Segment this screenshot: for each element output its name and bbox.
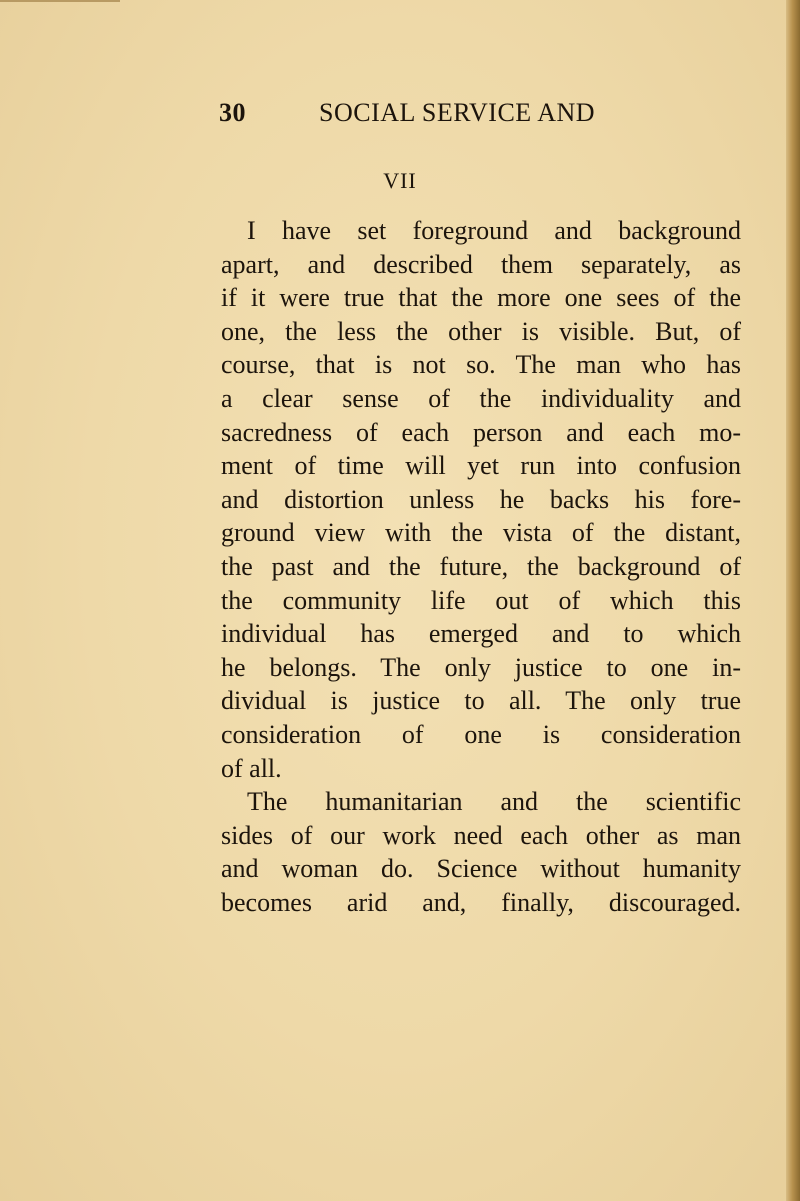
text-line: if it were true that the more one sees of the xyxy=(221,283,741,313)
body-text xyxy=(221,214,741,919)
text-line: individual has emerged and to which xyxy=(221,619,741,649)
text-line: I have set foreground and background xyxy=(247,216,741,245)
paragraph-1 xyxy=(221,214,741,785)
text-line: and distortion unless he backs his fore- xyxy=(221,484,741,514)
text-line: he belongs. The only justice to one in- xyxy=(221,652,741,682)
text-line: of all. xyxy=(221,753,282,783)
text-line: sides of our work need each other as man xyxy=(221,820,741,850)
text-line: The humanitarian and the scientific xyxy=(247,787,741,817)
text-line: course, that is not so. The man who has xyxy=(221,350,741,380)
text-line: the past and the future, the background of xyxy=(221,551,741,581)
running-head xyxy=(219,98,619,134)
text-line: consideration of one is consideration xyxy=(221,719,741,749)
section-numeral: VII xyxy=(383,168,417,193)
text-line: dividual is justice to all. The only true xyxy=(221,686,741,716)
text-line: one, the less the other is visible. But, of xyxy=(221,316,741,346)
text-line: sacredness of each person and each mo- xyxy=(221,417,741,447)
text-line: becomes arid and, finally, discouraged. xyxy=(221,887,741,917)
text-line: apart, and described them separately, as xyxy=(221,249,741,279)
paragraph-2 xyxy=(221,785,741,919)
page-number: 30 xyxy=(219,98,246,127)
page-edge-top xyxy=(0,0,120,2)
text-line: ground view with the vista of the distant, xyxy=(221,518,741,548)
running-head-title: SOCIAL SERVICE AND xyxy=(319,98,596,127)
text-line: ment of time will yet run into confusion xyxy=(221,451,741,481)
text-line: a clear sense of the individuality and xyxy=(221,383,741,413)
text-line: the community life out of which this xyxy=(221,585,741,615)
text-line: and woman do. Science without humanity xyxy=(221,854,741,884)
